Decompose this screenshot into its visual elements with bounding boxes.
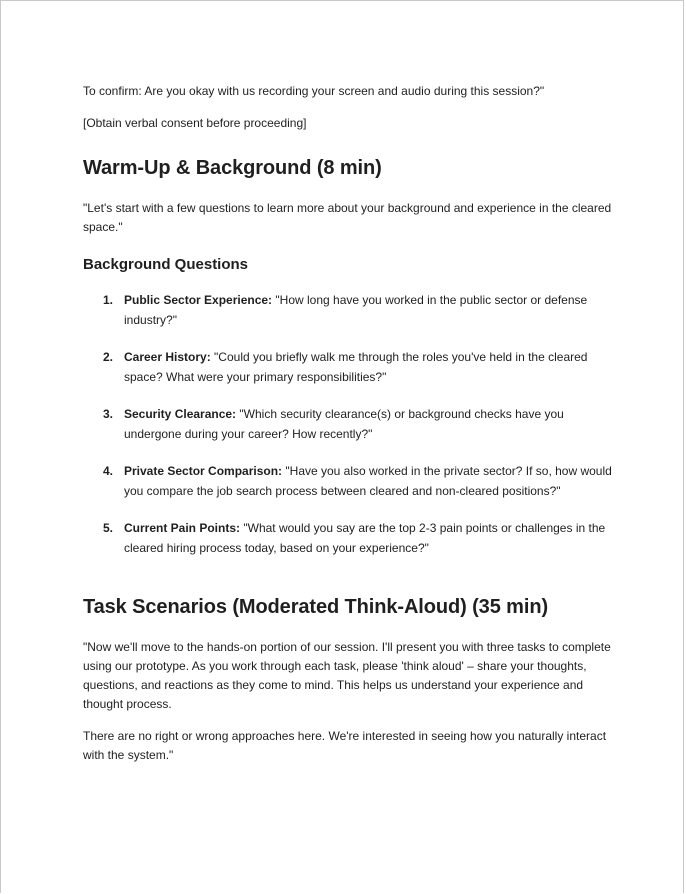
background-questions-heading: Background Questions — [83, 256, 249, 273]
question-number: 1. — [103, 293, 114, 307]
question-label: Public Sector Experience: — [124, 293, 273, 307]
warmup-heading: Warm-Up & Background (8 min) — [83, 157, 382, 179]
question-text: "Which security clearance(s) or background checks have you undergone during your career? How recently?" — [124, 407, 564, 441]
question-label: Private Sector Comparison: — [124, 464, 283, 478]
consent-question: To confirm: Are you okay with us recording your screen and audio during this session?" — [83, 84, 545, 98]
question-number: 4. — [103, 464, 114, 478]
tasks-heading: Task Scenarios (Moderated Think-Aloud) (35 min) — [83, 596, 548, 618]
question-item — [83, 519, 613, 558]
question-number: 2. — [103, 350, 114, 364]
question-item — [83, 291, 613, 330]
warmup-intro: "Let's start with a few questions to learn more about your background and experience in the cleared space." — [83, 201, 612, 234]
document-content — [83, 82, 613, 765]
question-label: Security Clearance: — [124, 407, 237, 421]
tasks-note: There are no right or wrong approaches here. We're interested in seeing how you naturally interact with the system." — [83, 729, 607, 762]
background-questions-list — [83, 291, 613, 558]
question-text: "What would you say are the top 2-3 pain points or challenges in the cleared hiring process today, based on your experience?" — [124, 521, 606, 555]
tasks-intro: "Now we'll move to the hands-on portion of our session. I'll present you with three tasks to complete using our prototype. As you work through each task, please 'think aloud' – share your thoughts, questions, and reactions as they come to mind. This helps us understand your experience and thought process. — [83, 640, 611, 711]
question-number: 3. — [103, 407, 114, 421]
question-label: Current Pain Points: — [124, 521, 241, 535]
question-text: "Have you also worked in the private sector? If so, how would you compare the job search process between cleared and non-cleared positions?" — [124, 464, 612, 498]
question-item — [83, 405, 613, 444]
consent-note: [Obtain verbal consent before proceeding] — [83, 116, 307, 130]
question-label: Career History: — [124, 350, 211, 364]
question-number: 5. — [103, 521, 114, 535]
question-text: "Could you briefly walk me through the roles you've held in the cleared space? What were your primary responsibilities?" — [124, 350, 588, 384]
question-text: "How long have you worked in the public sector or defense industry?" — [124, 293, 588, 327]
question-item — [83, 462, 613, 501]
question-item — [83, 348, 613, 387]
